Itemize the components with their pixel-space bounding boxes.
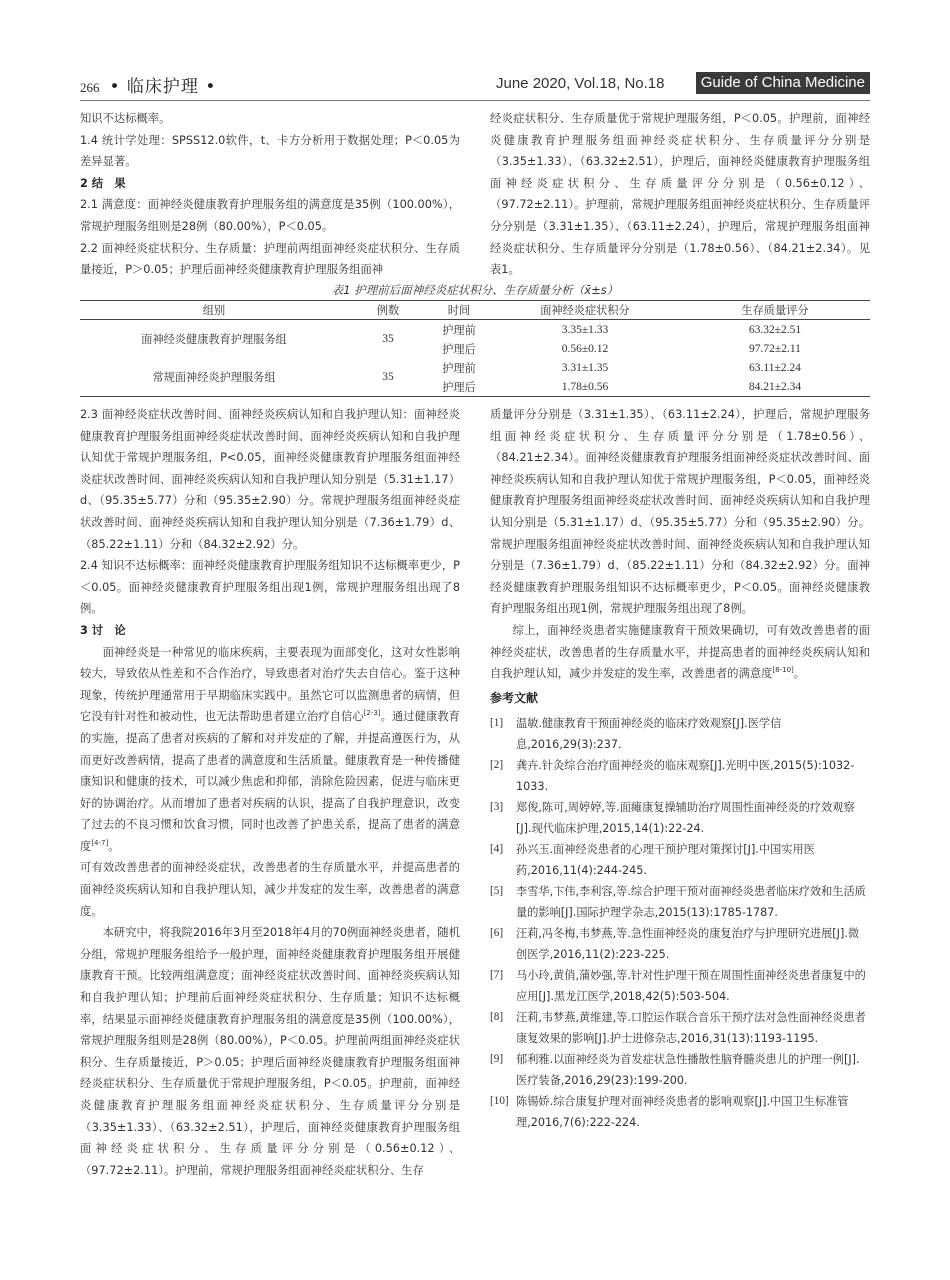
reference-item: [7] 马小玲,黄俏,蒲妙强,等.针对性护理干预在周围性面神经炎患者康复中的应用[J].黑龙江医学,2018,42(5):503-504. <box>490 968 866 1003</box>
symptom-score: 3.35±1.33 <box>561 323 609 336</box>
quality-score: 84.21±2.34 <box>680 377 870 397</box>
section-heading: 3 讨 论 <box>80 623 126 637</box>
running-header-left <box>80 72 216 96</box>
paragraph: 面神经炎是一种常见的临床疾病，主要表现为面部变化，这对女性影响较大，导致依从性差和不合作治疗，导致患者对治疗失去自信心。鉴于这种现象，传统护理通常用于早期临床实践中。虽然它可以监测患者的病情，但它没有针对性和被动性，也无法帮助患者建立治疗自信心[2-3]。通过健康教育的实施，提高了患者对疾病的了解和对并发症的了解，并提高遵医行为，从而更好改善病情，提高了患者的满意度和生活质量。健康教育是一种传播健康知识和健康的技术，可以减少焦虑和抑郁，消除危险因素，促进与临床更好的协调治疗。从而增加了患者对疾病的认识，提高了自我护理意识，改变了过去的不良习惯和饮食习惯，同时也改善了护患关系，提高了患者的满意度[4-7]。 <box>80 645 460 853</box>
paragraph: 1.4 统计学处理：SPSS12.0软件，t、卡方分析用于数据处理；P＜0.05为差异显著。 <box>80 133 460 169</box>
results-table <box>80 300 870 397</box>
issue-info: June 2020, Vol.18, No.18 <box>496 74 665 92</box>
paragraph: 2.2 面神经炎症状积分、生存质量：护理前两组面神经炎症状积分、生存质量接近，P＞0.05；护理后面神经炎健康教育护理服务组面神 <box>80 241 460 277</box>
citation: [4-7] <box>91 839 109 848</box>
references-heading: 参考文献 <box>490 690 539 705</box>
time-cell: 护理后 <box>428 377 490 397</box>
reference-item: [3] 郑俊,陈可,周婷婷,等.面瘫康复操辅助治疗周围性面神经炎的疗效观察[J].现代临床护理,2015,14(1):22-24. <box>490 800 855 835</box>
time-cell: 护理前 <box>442 361 476 375</box>
paragraph: 可有效改善患者的面神经炎症状，改善患者的生存质量水平，并提高患者的面神经炎疾病认知和自我护理认知，减少并发症的发生率，改善患者的满意度。 <box>80 861 460 918</box>
column-header: 例数 <box>348 301 428 320</box>
quality-score: 63.32±2.51 <box>748 323 802 336</box>
column-header: 时间 <box>428 301 490 320</box>
case-count: 35 <box>382 333 394 345</box>
bottom-left-column <box>80 404 460 1181</box>
column-header: 生存质量评分 <box>680 301 870 320</box>
reference-item: [6] 汪莉,冯冬梅,韦梦燕,等.急性面神经炎的康复治疗与护理研究进展[J].微创医学,2016,11(2):223-225. <box>490 926 860 961</box>
symptom-score: 0.56±0.12 <box>561 342 609 355</box>
paragraph: 知识不达标概率。 <box>80 112 171 125</box>
reference-item: [9] 郁利雅.以面神经炎为首发症状急性播散性脑脊髓炎患儿的护理一例[J].医疗装备,2016,29(23):199-200. <box>490 1052 860 1087</box>
time-cell: 护理前 <box>442 323 476 337</box>
bottom-right-column <box>490 404 870 1133</box>
reference-item: [2] 龚卉.针灸综合治疗面神经炎的临床观察[J].光明中医,2015(5):1032-1033. <box>490 758 855 793</box>
citation: [2-3] <box>363 709 381 718</box>
symptom-score: 1.78±0.56 <box>490 377 680 397</box>
column-header: 组别 <box>80 301 348 320</box>
reference-item: [5] 李雪华,卞伟,李利容,等.综合护理干预对面神经炎患者临床疗效和生活质量的影响[J].国际护理学杂志,2015(13):1785-1787. <box>490 884 866 919</box>
group-name: 面神经炎健康教育护理服务组 <box>141 333 287 346</box>
page-number: 266 <box>80 80 100 95</box>
paragraph: 本研究中，将我院2016年3月至2018年4月的70例面神经炎患者，随机分组，常规护理服务组给予一般护理，面神经炎健康教育护理服务组开展健康教育干预。比较两组满意度；面神经炎症状改善时间、面神经炎疾病认知和自我护理认知；护理前后面神经炎症状积分、生存质量；知识不达标概率，结果显示面神经炎健康教育护理服务组的满意度是35例（100.00%），常规护理服务组则是28例（80.00%），P＜0.05。护理前两组面神经炎症状积分、生存质量接近，P＞0.05；护理后面神经炎健康教育护理服务组面神经炎症状积分、生存质量优于常规护理服务组，P＜0.05。护理前，面神经炎健康教育护理服务组面神经炎症状积分、生存质量评分分别是（3.35±1.33）、（63.32±2.51），护理后，面神经炎健康教育护理服务组面神经炎症状积分、生存质量评分分别是（0.56±0.12）、（97.72±2.11）。护理前，常规护理服务组面神经炎症状积分、生存 <box>80 926 460 1177</box>
top-left-column <box>80 108 460 281</box>
journal-name-badge: Guide of China Medicine <box>696 72 870 94</box>
paragraph: 2.3 面神经炎症状改善时间、面神经炎疾病认知和自我护理认知：面神经炎健康教育护理服务组面神经炎症状改善时间、面神经炎疾病认知和自我护理认知优于常规护理服务组，P<0.05，面神经炎健康教育护理服务组面神经炎症状改善时间、面神经炎疾病认知和自我护理认知分别是（5.31±1.17）d、（95.35±5.77）分和（95.35±2.90）分。常规护理服务组面神经炎症状改善时间、面神经炎疾病认知和自我护理认知分别是（7.36±1.79）d、（85.22±1.11）分和（84.32±2.92）分。 <box>80 408 460 551</box>
running-header-right <box>496 72 870 94</box>
quality-score: 97.72±2.11 <box>749 342 801 355</box>
time-cell: 护理后 <box>442 342 476 356</box>
case-count: 35 <box>348 358 428 397</box>
header-rule <box>80 100 870 101</box>
paragraph: 质量评分分别是（3.31±1.35）、（63.11±2.24），护理后，常规护理服务组面神经炎症状积分、生存质量评分分别是（1.78±0.56）、（84.21±2.34）。面神经炎健康教育护理服务组面神经炎症状改善时间、面神经炎疾病认知和自我护理认知优于常规护理服务组，P＜0.05，面神经炎健康教育护理服务组面神经炎症状改善时间、面神经炎疾病认知和自我护理认知分别是（5.31±1.17）d、（95.35±5.77）分和（95.35±2.90）分。常规护理服务组面神经炎症状改善时间、面神经炎疾病认知和自我护理认知分别是（7.36±1.79）d、（85.22±1.11）分和（84.32±2.92）分。面神经炎健康教育护理服务组知识不达标概率更少，P＜0.05。面神经炎健康教育护理服务组出现1例，常规护理服务组出现了8例。 <box>490 408 871 616</box>
table-row <box>80 358 870 377</box>
top-right-column <box>490 108 870 281</box>
paragraph: 经炎症状积分、生存质量优于常规护理服务组，P＜0.05。护理前，面神经炎健康教育护理服务组面神经炎症状积分、生存质量评分分别是（3.35±1.33）、（63.32±2.51），护理后，面神经炎健康教育护理服务组面神经炎症状积分、生存质量评分分别是（0.56±0.12）、（97.72±2.11）。护理前，常规护理服务组面神经炎症状积分、生存质量评分分别是（3.31±1.35）、（63.11±2.24），护理后，常规护理服务组面神经炎症状积分、生存质量评分分别是（1.78±0.56）、（84.21±2.34）。见表1。 <box>490 112 870 277</box>
reference-list <box>490 713 870 1133</box>
paragraph-text: 面神经炎是一种常见的临床疾病，主要表现为面部变化，这对女性影响较大，导致依从性差和不合作治疗，导致患者对治疗失去自信心。鉴于这种现象，传统护理通常用于早期临床实践中。虽然它可以监测患者的病情，但它没有针对性和被动性，也无法帮助患者建立治疗自信心 <box>80 645 460 724</box>
paragraph: 2.4 知识不达标概率：面神经炎健康教育护理服务组知识不达标概率更少，P＜0.05。面神经炎健康教育护理服务组出现1例，常规护理服务组出现了8例。 <box>80 559 460 616</box>
paragraph: 2.1 满意度：面神经炎健康教育护理服务组的满意度是35例（100.00%），常规护理服务组则是28例（80.00%），P＜0.05。 <box>80 198 460 233</box>
symptom-score: 3.31±1.35 <box>561 361 609 374</box>
group-name: 常规面神经炎护理服务组 <box>80 358 348 397</box>
quality-score: 63.11±2.24 <box>749 361 801 374</box>
paragraph-text: 。通过健康教育的实施，提高了患者对疾病的了解和对并发症的了解，并提高遵医行为，从而更好改善病情，提高了患者的满意度和生活质量。健康教育是一种传播健康知识和健康的技术，可以减少焦虑和抑郁，消除危险因素，促进与临床更好的协调治疗。从而增加了患者对疾病的认识，提高了自我护理意识，改变了过去的不良习惯和饮食习惯，同时也改善了护患关系，提高了患者的满意度 <box>80 710 460 853</box>
journal-section-title: • 临床护理 • <box>109 77 217 97</box>
paragraph: 综上，面神经炎患者实施健康教育干预效果确切，可有效改善患者的面神经炎症状，改善患者的生存质量水平，并提高患者的面神经炎疾病认知和自我护理认知，减少并发症的发生率，改善患者的满意度[8-10]。 <box>490 623 870 681</box>
reference-item: [4] 孙兴玉.面神经炎患者的心理干预护理对策探讨[J].中国实用医药,2016,11(4):244-245. <box>490 842 815 877</box>
reference-item: [1] 温敏.健康教育干预面神经炎的临床疗效观察[J].医学信息,2016,29(3):237. <box>490 716 782 751</box>
section-heading: 2 结 果 <box>80 176 126 190</box>
table-row <box>80 320 870 340</box>
reference-item: [10] 陈锡娇.综合康复护理对面神经炎患者的影响观察[J].中国卫生标准管理,2016,7(6):222-224. <box>490 1094 849 1129</box>
column-header: 面神经炎症状积分 <box>490 301 680 320</box>
table-caption: 表1 护理前后面神经炎症状积分、生存质量分析（x̄±s） <box>331 283 619 297</box>
paragraph-text: 综上，面神经炎患者实施健康教育干预效果确切，可有效改善患者的面神经炎症状，改善患者的生存质量水平，并提高患者的面神经炎疾病认知和自我护理认知，减少并发症的发生率，改善患者的满意度 <box>490 623 870 681</box>
table-header-row <box>80 301 870 320</box>
citation: [8-10] <box>772 666 794 675</box>
reference-item: [8] 汪莉,韦梦燕,黄维建,等.口腔运作联合音乐干预疗法对急性面神经炎患者康复效果的影响[J].护士进修杂志,2016,31(13):1193-1195. <box>490 1010 866 1045</box>
